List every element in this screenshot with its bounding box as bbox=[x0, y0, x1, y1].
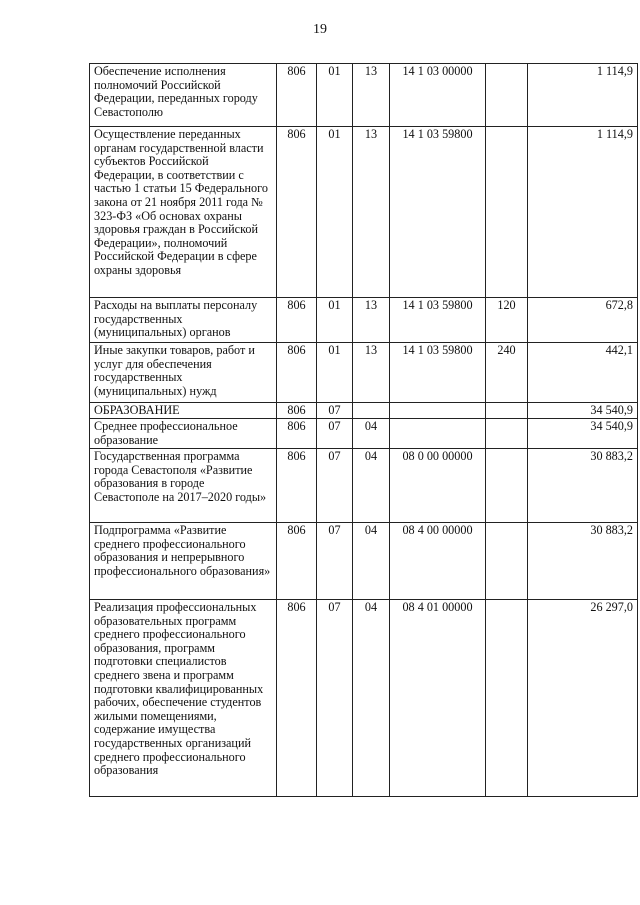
ved-cell: 806 bbox=[277, 64, 317, 127]
row-name-cell: Среднее профессиональное образование bbox=[90, 419, 277, 449]
expense-type-cell bbox=[486, 419, 528, 449]
ved-cell: 806 bbox=[277, 600, 317, 797]
budget-table bbox=[89, 63, 638, 797]
section-cell: 07 bbox=[317, 449, 353, 523]
expense-type-cell bbox=[486, 403, 528, 419]
amount-cell: 26 297,0 bbox=[528, 600, 638, 797]
row-name-cell: Осуществление переданных органам государственной власти субъектов Российской Федерации, в соответствии с частью 1 статьи 15 Федерального закона от 21 ноября 2011 года № 323-ФЗ «Об основах охраны здоровья граждан в Российской Федерации», полномочий Российской Федерации в сфере охраны здоровья bbox=[90, 127, 277, 298]
section-cell: 07 bbox=[317, 523, 353, 600]
target-article-cell bbox=[390, 419, 486, 449]
ved-cell: 806 bbox=[277, 403, 317, 419]
amount-cell: 34 540,9 bbox=[528, 403, 638, 419]
ved-cell: 806 bbox=[277, 523, 317, 600]
amount-cell: 1 114,9 bbox=[528, 64, 638, 127]
expense-type-cell bbox=[486, 127, 528, 298]
ved-cell: 806 bbox=[277, 419, 317, 449]
expense-type-cell bbox=[486, 449, 528, 523]
subsection-cell: 13 bbox=[353, 127, 390, 298]
subsection-cell: 04 bbox=[353, 449, 390, 523]
ved-cell: 806 bbox=[277, 127, 317, 298]
section-cell: 01 bbox=[317, 343, 353, 403]
page-number: 19 bbox=[313, 22, 327, 37]
table-row bbox=[90, 419, 638, 449]
target-article-cell: 14 1 03 59800 bbox=[390, 298, 486, 343]
target-article-cell: 08 4 01 00000 bbox=[390, 600, 486, 797]
subsection-cell: 13 bbox=[353, 343, 390, 403]
section-cell: 01 bbox=[317, 64, 353, 127]
subsection-cell: 04 bbox=[353, 600, 390, 797]
table-row bbox=[90, 600, 638, 797]
section-cell: 07 bbox=[317, 419, 353, 449]
target-article-cell: 14 1 03 59800 bbox=[390, 127, 486, 298]
row-name-cell: Государственная программа города Севастополя «Развитие образования в городе Севастополе на 2017–2020 годы» bbox=[90, 449, 277, 523]
table-row bbox=[90, 64, 638, 127]
amount-cell: 30 883,2 bbox=[528, 523, 638, 600]
ved-cell: 806 bbox=[277, 449, 317, 523]
expense-type-cell bbox=[486, 523, 528, 600]
row-name-cell: Подпрограмма «Развитие среднего профессионального образования и непрерывного профессионального образования» bbox=[90, 523, 277, 600]
subsection-cell: 13 bbox=[353, 64, 390, 127]
row-name-cell: Реализация профессиональных образовательных программ среднего профессионального образования, программ подготовки специалистов среднего звена и программ подготовки квалифицированных рабочих, обеспечение студентов жилыми помещениями, содержание имущества государственных организаций среднего профессионального образования bbox=[90, 600, 277, 797]
row-name-cell: Обеспечение исполнения полномочий Российской Федерации, переданных городу Севастополю bbox=[90, 64, 277, 127]
target-article-cell bbox=[390, 403, 486, 419]
table-row bbox=[90, 343, 638, 403]
table-row bbox=[90, 298, 638, 343]
ved-cell: 806 bbox=[277, 343, 317, 403]
table-row bbox=[90, 449, 638, 523]
subsection-cell: 04 bbox=[353, 419, 390, 449]
ved-cell: 806 bbox=[277, 298, 317, 343]
expense-type-cell bbox=[486, 64, 528, 127]
table-row bbox=[90, 127, 638, 298]
section-cell: 01 bbox=[317, 298, 353, 343]
amount-cell: 672,8 bbox=[528, 298, 638, 343]
subsection-cell: 04 bbox=[353, 523, 390, 600]
amount-cell: 1 114,9 bbox=[528, 127, 638, 298]
expense-type-cell: 120 bbox=[486, 298, 528, 343]
section-cell: 01 bbox=[317, 127, 353, 298]
amount-cell: 30 883,2 bbox=[528, 449, 638, 523]
target-article-cell: 14 1 03 59800 bbox=[390, 343, 486, 403]
target-article-cell: 08 0 00 00000 bbox=[390, 449, 486, 523]
target-article-cell: 14 1 03 00000 bbox=[390, 64, 486, 127]
table-row bbox=[90, 403, 638, 419]
subsection-cell bbox=[353, 403, 390, 419]
amount-cell: 442,1 bbox=[528, 343, 638, 403]
table-row bbox=[90, 523, 638, 600]
amount-cell: 34 540,9 bbox=[528, 419, 638, 449]
section-cell: 07 bbox=[317, 600, 353, 797]
expense-type-cell bbox=[486, 600, 528, 797]
row-name-cell: Иные закупки товаров, работ и услуг для обеспечения государственных (муниципальных) нужд bbox=[90, 343, 277, 403]
subsection-cell: 13 bbox=[353, 298, 390, 343]
row-name-cell: Расходы на выплаты персоналу государственных (муниципальных) органов bbox=[90, 298, 277, 343]
expense-type-cell: 240 bbox=[486, 343, 528, 403]
section-cell: 07 bbox=[317, 403, 353, 419]
target-article-cell: 08 4 00 00000 bbox=[390, 523, 486, 600]
row-name-cell: ОБРАЗОВАНИЕ bbox=[90, 403, 277, 419]
